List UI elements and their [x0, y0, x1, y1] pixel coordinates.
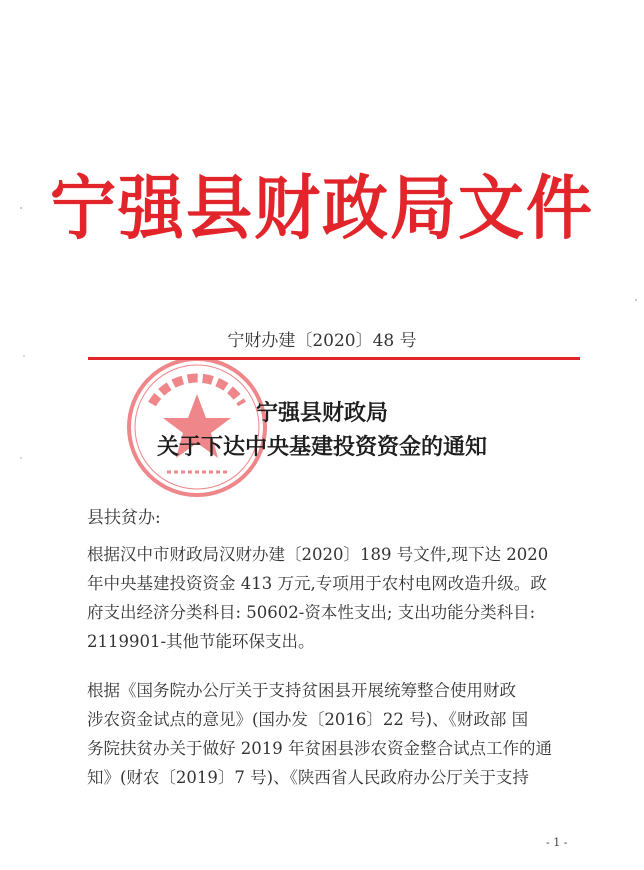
paragraph-line: 根据《国务院办公厅关于支持贫困县开展统筹整合使用财政 [87, 681, 516, 700]
title-line-1: 宁强县财政局 [255, 400, 388, 426]
paragraph-1 [87, 540, 579, 656]
paragraph-line: 年中央基建投资资金 413 万元,专项用于农村电网改造升级。政 [87, 574, 547, 593]
paragraph-line: 2119901-其他节能环保支出。 [87, 632, 315, 651]
paragraph-2 [87, 676, 579, 792]
recipient: 县扶贫办: [87, 508, 161, 528]
document-masthead: 宁强县财政局文件 [50, 167, 594, 249]
paragraph-line: 府支出经济分类科目: 50602-资本性支出; 支出功能分类科目: [87, 603, 536, 622]
paragraph-line: 务院扶贫办关于做好 2019 年贫困县涉农资金整合试点工作的通 [87, 739, 552, 758]
page-number: - 1 - [546, 836, 568, 849]
official-seal-icon [122, 352, 272, 502]
paragraph-line: 涉农资金试点的意见》(国办发〔2016〕22 号)、《财政部 国 [87, 710, 529, 729]
document-number: 宁财办建〔2020〕48 号 [227, 331, 417, 351]
title-line-2: 关于下达中央基建投资资金的通知 [156, 434, 487, 460]
paragraph-line: 知》(财农〔2019〕7 号)、《陕西省人民政府办公厅关于支持 [87, 768, 529, 787]
paragraph-line: 根据汉中市财政局汉财办建〔2020〕189 号文件,现下达 2020 [87, 545, 549, 564]
